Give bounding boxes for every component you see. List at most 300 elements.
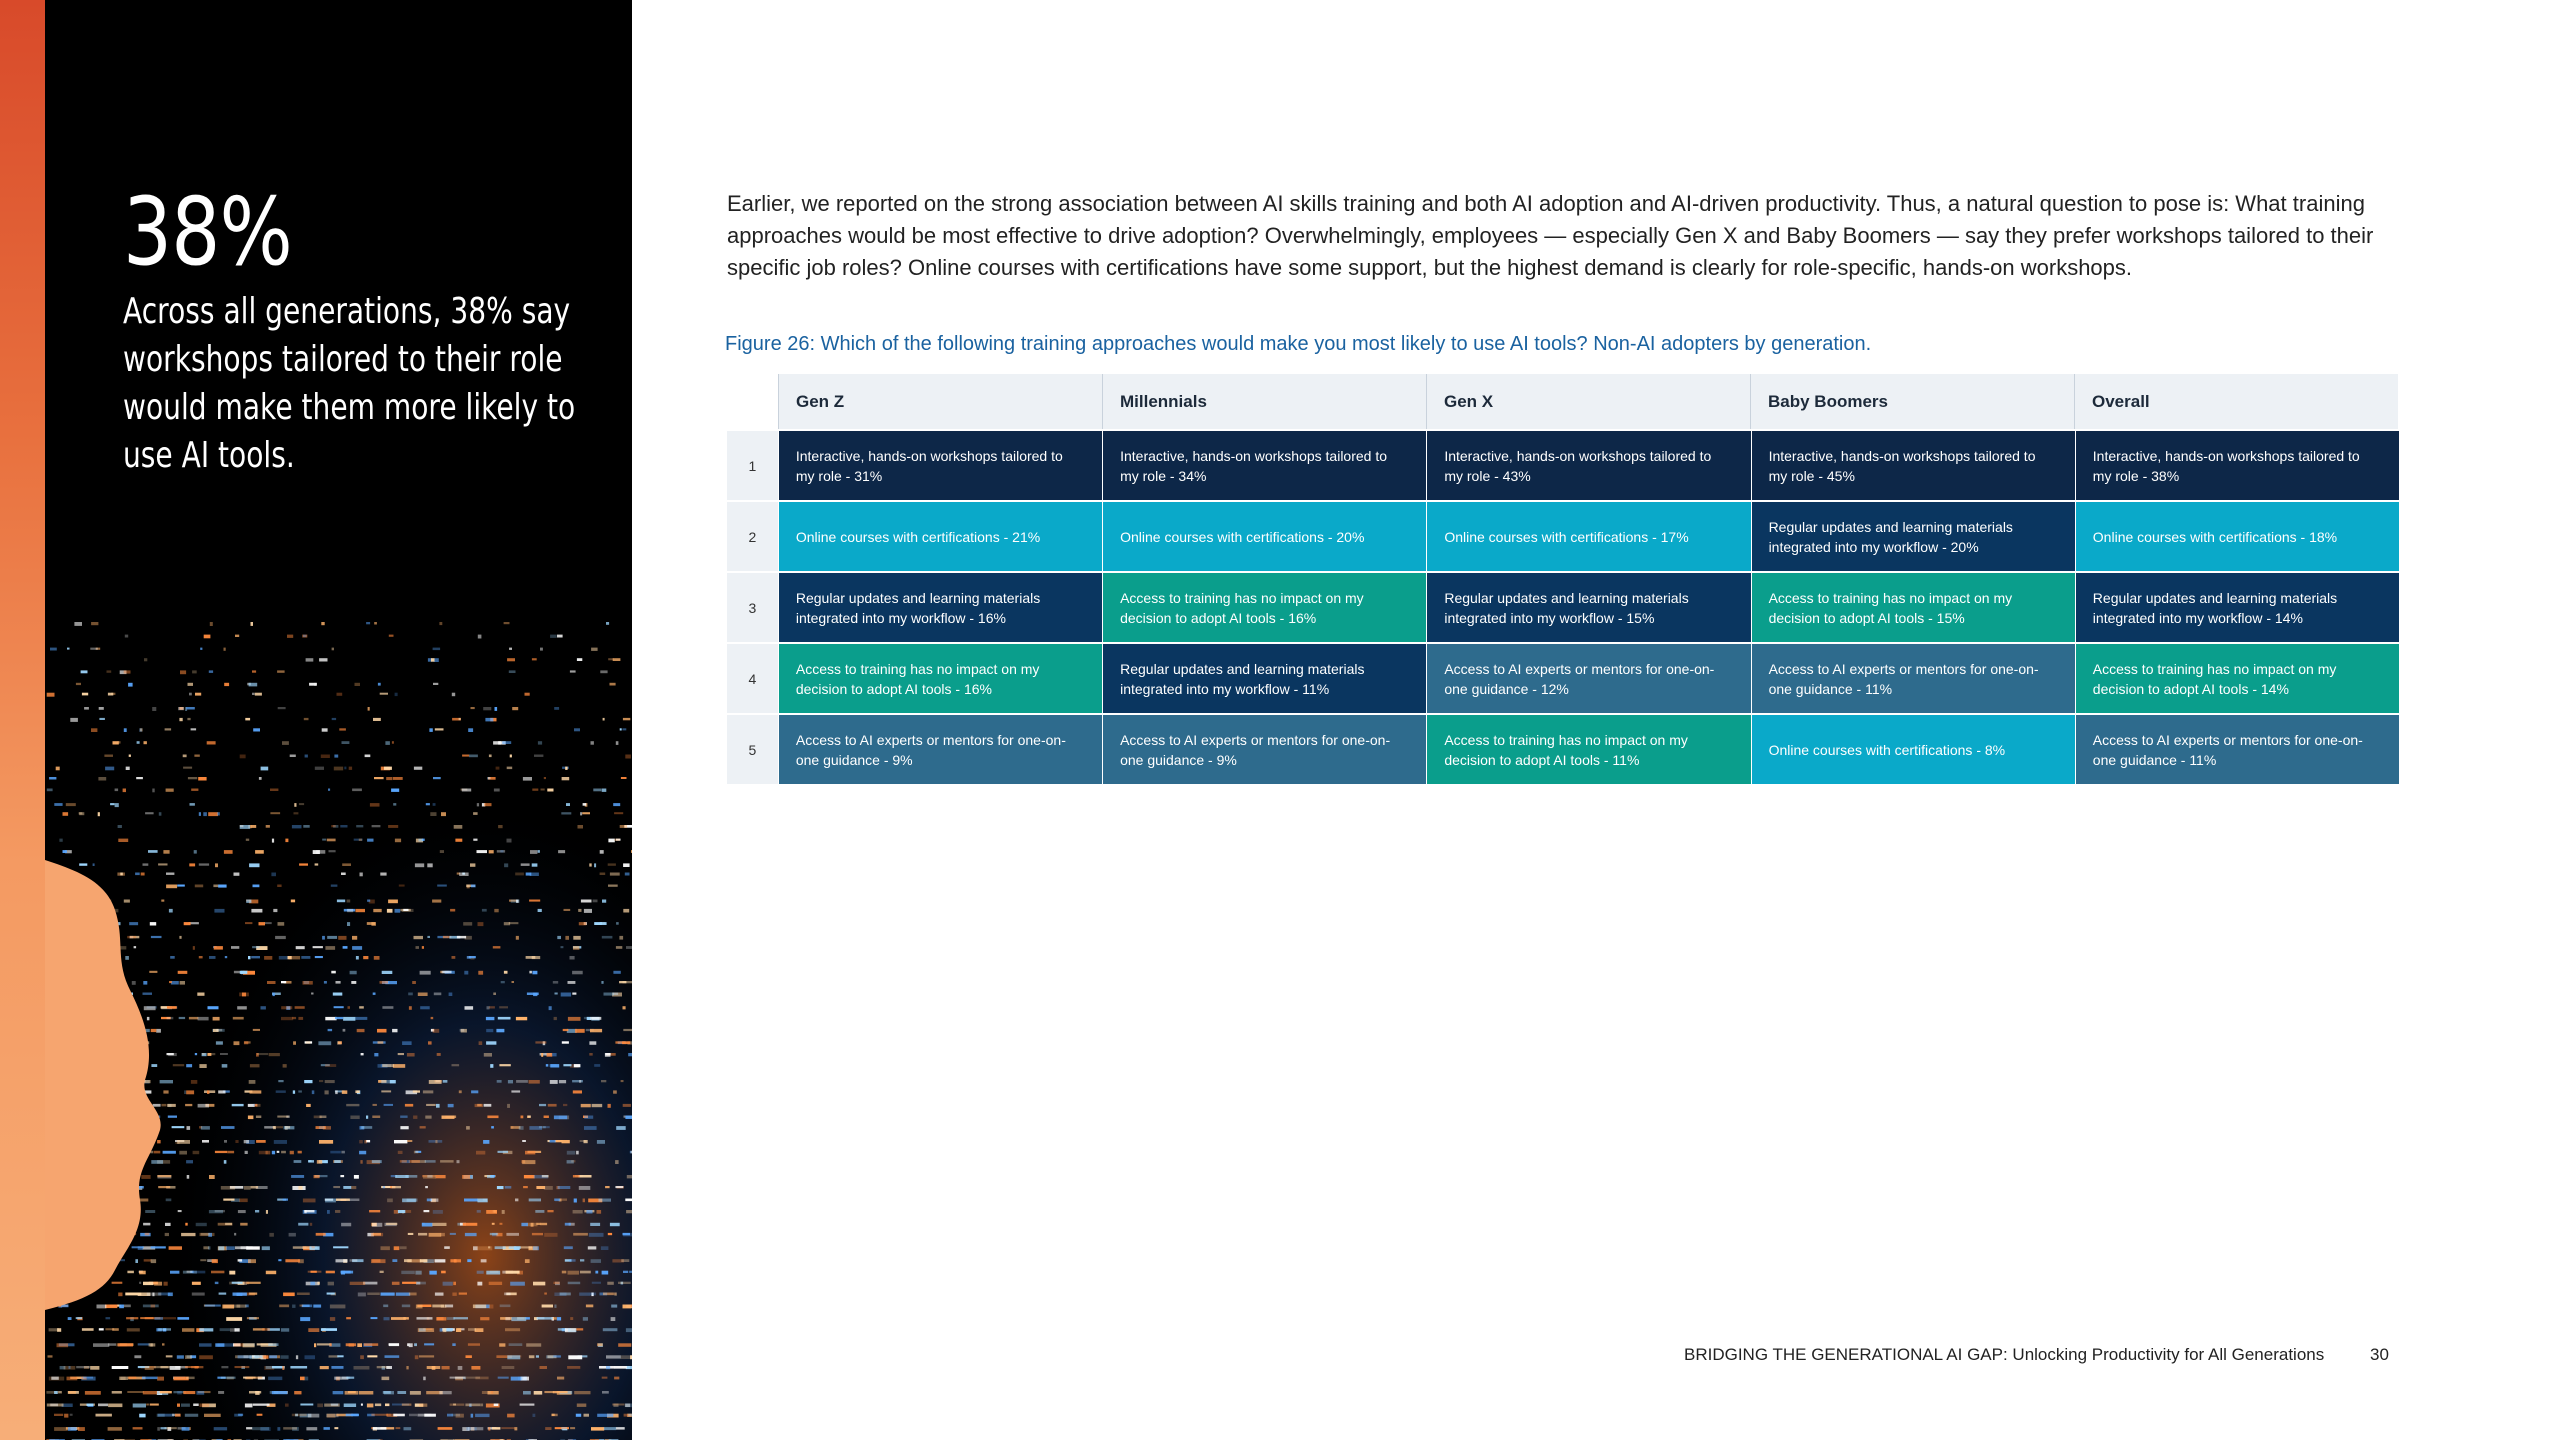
data-dot (270, 789, 278, 792)
data-dot (568, 1017, 581, 1021)
data-dot (317, 1343, 332, 1345)
data-dot (580, 1271, 591, 1274)
data-dot (327, 1210, 330, 1214)
table-cell: Online courses with certifications - 20% (1103, 502, 1426, 571)
data-dot (50, 648, 57, 651)
data-dot (627, 1175, 632, 1178)
data-dot (442, 1116, 455, 1119)
data-dot (325, 1199, 336, 1203)
data-dot (614, 839, 619, 841)
data-dot (383, 1305, 388, 1308)
data-dot (112, 1282, 123, 1284)
data-dot (84, 707, 89, 710)
data-dot (166, 873, 174, 875)
data-dot (382, 1377, 390, 1381)
data-dot (466, 1355, 472, 1358)
data-dot (135, 1259, 138, 1263)
data-dot (322, 728, 328, 731)
data-dot (498, 1377, 509, 1379)
data-dot (536, 1186, 545, 1189)
rank-cell: 2 (727, 502, 778, 571)
data-dot (93, 863, 95, 866)
data-dot (317, 1404, 323, 1408)
data-dot (473, 812, 478, 815)
data-dot (341, 1223, 351, 1227)
data-dot (143, 981, 147, 985)
data-dot (418, 993, 428, 997)
data-dot (443, 1328, 447, 1332)
data-dot (382, 1064, 394, 1067)
data-dot (348, 1006, 351, 1009)
data-dot (246, 1282, 260, 1284)
data-dot (483, 1140, 489, 1144)
data-dot (464, 1377, 480, 1379)
table-cell: Interactive, hands-on workshops tailored to my role - 34% (1103, 431, 1426, 500)
data-dot (93, 1343, 109, 1347)
data-dot (381, 1293, 395, 1296)
data-dot (183, 767, 192, 769)
data-dot (187, 1126, 191, 1130)
data-dot (203, 812, 207, 816)
data-dot (182, 1427, 190, 1431)
data-dot (630, 1355, 632, 1359)
data-dot (487, 777, 490, 780)
data-dot (440, 1233, 445, 1236)
data-dot (544, 777, 546, 779)
data-dot (450, 909, 455, 912)
data-dot (438, 1427, 453, 1430)
data-dot (448, 1104, 454, 1107)
data-dot (540, 1366, 548, 1369)
data-dot (359, 839, 362, 841)
data-dot (602, 1377, 608, 1379)
data-dot (261, 767, 269, 771)
data-dot (618, 1343, 631, 1347)
data-dot (303, 635, 307, 638)
data-dot (68, 1427, 77, 1431)
data-dot (394, 1246, 400, 1250)
data-dot (554, 707, 559, 710)
data-dot (456, 1328, 461, 1332)
data-dot (244, 1140, 249, 1143)
data-dot (441, 812, 446, 816)
data-dot (330, 1317, 335, 1321)
data-dot (360, 1160, 362, 1164)
data-dot (600, 850, 604, 854)
data-dot (505, 1317, 510, 1320)
data-dot (559, 1080, 566, 1083)
data-dot (306, 658, 314, 661)
data-dot (56, 767, 60, 771)
data-dot (285, 839, 288, 843)
data-dot (303, 825, 309, 828)
data-dot (558, 850, 565, 853)
table-cell: Online courses with certifications - 18% (2076, 502, 2399, 571)
data-dot (529, 1199, 541, 1202)
data-dot (128, 683, 133, 687)
table-cell: Access to training has no impact on my decision to adopt AI tools - 11% (1427, 715, 1750, 784)
data-dot (158, 1186, 170, 1188)
data-dot (628, 1414, 632, 1417)
data-dot (584, 909, 592, 913)
data-dot (447, 1414, 453, 1417)
data-dot (177, 1355, 184, 1358)
data-dot (414, 1151, 418, 1154)
data-dot (207, 741, 216, 744)
data-dot (505, 1328, 520, 1331)
data-dot (315, 767, 324, 770)
data-dot (552, 1053, 557, 1056)
rank-cell: 1 (727, 431, 778, 500)
data-dot (200, 648, 202, 650)
data-dot (82, 693, 88, 696)
data-dot (336, 1259, 348, 1262)
data-dot (319, 1126, 325, 1129)
data-dot (594, 863, 596, 867)
data-dot (125, 956, 129, 960)
data-dot (325, 1080, 335, 1083)
data-dot (76, 1317, 82, 1319)
data-dot (462, 1175, 470, 1179)
data-dot (573, 1090, 582, 1093)
data-dot (224, 1160, 227, 1164)
data-dot (160, 1080, 173, 1083)
data-dot (557, 1317, 561, 1320)
table-row (727, 715, 2399, 784)
data-dot (405, 1175, 417, 1178)
data-dot (365, 755, 371, 758)
data-dot (465, 1233, 477, 1236)
data-dot (480, 1404, 483, 1407)
data-dot (351, 1186, 357, 1189)
data-dot (529, 1355, 535, 1358)
data-dot (221, 1186, 235, 1190)
data-dot (471, 1366, 480, 1370)
data-dot (603, 1293, 617, 1296)
data-dot (185, 1223, 187, 1226)
data-dot (502, 1366, 515, 1369)
data-dot (199, 1328, 213, 1331)
data-dot (320, 1116, 327, 1119)
data-dot (611, 1305, 617, 1308)
data-dot (491, 1126, 494, 1128)
data-dot (251, 956, 260, 958)
data-dot (304, 718, 309, 720)
data-dot (208, 1246, 210, 1249)
data-dot (450, 1404, 465, 1406)
data-dot (443, 1282, 453, 1286)
data-dot (222, 1064, 228, 1068)
data-dot (500, 1305, 511, 1308)
data-dot (253, 1404, 270, 1406)
data-dot (433, 1210, 443, 1214)
data-dot (207, 1090, 209, 1094)
data-dot (590, 1293, 596, 1296)
data-dot (163, 850, 169, 854)
data-dot (572, 993, 576, 995)
data-dot (215, 1151, 227, 1153)
data-dot (256, 1116, 261, 1119)
data-dot (603, 1328, 618, 1331)
data-dot (536, 1355, 539, 1357)
data-dot (460, 1029, 465, 1032)
data-dot (623, 1233, 632, 1237)
data-dot (355, 1090, 359, 1093)
data-dot (619, 936, 623, 940)
data-dot (473, 1246, 478, 1250)
data-dot (245, 718, 250, 721)
data-dot (347, 900, 351, 903)
data-dot (147, 1017, 150, 1020)
data-dot (453, 1282, 456, 1285)
data-dot (595, 1271, 598, 1274)
data-dot (373, 909, 381, 912)
data-dot (489, 1305, 494, 1309)
data-dot (144, 1080, 151, 1083)
data-dot (108, 693, 113, 696)
data-dot (253, 728, 260, 731)
data-dot (292, 1305, 295, 1308)
data-dot (471, 885, 476, 888)
data-dot (250, 1064, 260, 1067)
data-dot (349, 767, 352, 770)
data-dot (322, 936, 325, 940)
data-dot (270, 812, 280, 814)
data-dot (148, 850, 158, 853)
data-dot (311, 993, 313, 995)
data-dot (508, 1080, 513, 1083)
data-dot (510, 755, 512, 758)
data-dot (66, 803, 76, 806)
data-dot (364, 1343, 378, 1346)
data-dot (278, 1080, 283, 1082)
data-dot (512, 707, 518, 710)
data-dot (538, 741, 542, 744)
data-dot (168, 1293, 173, 1297)
data-dot (385, 1404, 389, 1407)
data-dot (401, 1271, 415, 1274)
data-dot (608, 885, 618, 887)
data-dot (334, 1377, 348, 1380)
data-dot (423, 1175, 436, 1179)
data-dot (415, 1271, 421, 1275)
data-dot (356, 956, 359, 960)
data-dot (441, 1271, 446, 1274)
data-dot (283, 1427, 297, 1430)
data-dot (187, 1271, 193, 1273)
data-dot (454, 1259, 457, 1262)
data-dot (226, 1246, 235, 1250)
data-dot (181, 1233, 195, 1236)
table-header (727, 374, 2399, 429)
data-dot (386, 777, 392, 780)
data-dot (381, 1246, 390, 1250)
data-dot (199, 956, 203, 958)
table-cell: Access to training has no impact on my decision to adopt AI tools - 16% (1103, 573, 1426, 642)
data-dot (312, 1090, 315, 1094)
data-dot (124, 728, 127, 732)
data-dot (468, 1343, 480, 1346)
data-dot (51, 1377, 59, 1380)
data-dot (380, 981, 389, 984)
data-dot (423, 1377, 426, 1381)
data-dot (355, 1017, 367, 1020)
data-dot (566, 803, 570, 806)
data-dot (153, 1104, 161, 1107)
data-dot (273, 993, 275, 997)
data-dot (435, 728, 444, 730)
data-dot (199, 863, 209, 865)
data-dot (488, 1427, 490, 1431)
data-dot (207, 1053, 211, 1056)
data-dot (249, 1080, 256, 1084)
data-dot (201, 1233, 210, 1236)
data-dot (154, 1151, 161, 1154)
data-dot (414, 1343, 417, 1346)
data-dot (208, 812, 218, 816)
stat-number: 38% (123, 178, 292, 287)
data-dot (217, 812, 220, 815)
data-dot (69, 1366, 71, 1369)
data-dot (616, 922, 619, 925)
data-dot (507, 767, 513, 770)
data-dot (533, 1282, 545, 1286)
data-dot (296, 1355, 298, 1359)
data-dot (440, 1328, 443, 1331)
data-dot (151, 1305, 156, 1308)
data-dot (419, 839, 423, 842)
data-dot (346, 1104, 359, 1106)
data-dot (484, 803, 491, 806)
data-dot (321, 1328, 337, 1331)
data-dot (82, 1328, 94, 1331)
data-dot (549, 1006, 552, 1010)
data-dot (158, 1328, 171, 1331)
data-dot (572, 971, 583, 975)
data-dot (277, 885, 281, 888)
data-dot (442, 971, 452, 974)
data-dot (384, 767, 392, 770)
data-dot (115, 789, 119, 792)
data-dot (250, 1090, 262, 1093)
data-dot (560, 1199, 567, 1201)
data-dot (359, 1140, 363, 1143)
data-dot (341, 873, 346, 876)
data-dot (623, 1104, 631, 1107)
data-dot (509, 1246, 521, 1249)
data-dot (104, 755, 113, 757)
data-dot (300, 1305, 304, 1307)
data-dot (234, 873, 240, 876)
data-dot (562, 1041, 569, 1043)
data-dot (464, 1199, 478, 1202)
data-dot (356, 825, 363, 827)
data-dot (409, 1160, 420, 1163)
data-dot (392, 1186, 401, 1188)
data-dot (623, 909, 629, 913)
data-dot (493, 993, 496, 996)
data-dot (522, 1140, 526, 1142)
data-dot (349, 1343, 354, 1346)
data-dot (127, 1328, 140, 1331)
data-dot (600, 873, 606, 876)
data-dot (381, 1090, 391, 1092)
data-dot (321, 755, 330, 759)
data-dot (417, 1317, 433, 1320)
data-dot (224, 1140, 227, 1143)
data-dot (602, 1271, 609, 1275)
data-dot (341, 1151, 345, 1154)
data-dot (366, 622, 370, 624)
data-dot (47, 693, 55, 697)
data-dot (462, 755, 469, 757)
data-dot (127, 936, 136, 938)
data-dot (110, 803, 114, 805)
data-dot (281, 981, 286, 983)
data-dot (534, 755, 543, 757)
data-dot (273, 1126, 276, 1129)
data-dot (433, 1029, 440, 1033)
data-dot (420, 1126, 426, 1128)
data-dot (269, 1355, 277, 1358)
data-dot (579, 1186, 591, 1190)
data-dot (139, 1271, 146, 1275)
data-dot (615, 1160, 619, 1164)
data-dot (154, 1282, 162, 1286)
data-dot (126, 1317, 138, 1319)
data-dot (215, 1282, 219, 1284)
data-dot (105, 1305, 117, 1309)
data-dot (375, 1404, 381, 1407)
data-dot (457, 1160, 460, 1163)
data-dot (335, 1210, 340, 1213)
data-dot (144, 1006, 156, 1010)
data-dot (127, 1271, 133, 1274)
data-dot (398, 1151, 403, 1154)
data-dot (190, 803, 195, 806)
data-dot (98, 777, 106, 781)
data-dot (170, 956, 175, 959)
data-dot (167, 1104, 176, 1107)
data-dot (547, 1053, 553, 1057)
data-dot (139, 1282, 141, 1284)
data-dot (363, 1282, 377, 1285)
data-dot (611, 1317, 616, 1321)
data-dot (361, 1126, 372, 1129)
data-dot (377, 1029, 387, 1033)
data-dot (459, 1090, 462, 1093)
data-dot (621, 1259, 629, 1262)
data-dot (504, 1293, 510, 1296)
data-dot (462, 789, 471, 792)
data-dot (99, 718, 105, 720)
data-dot (203, 1246, 209, 1249)
data-dot (281, 1006, 292, 1009)
data-dot (557, 635, 563, 638)
data-dot (251, 622, 254, 626)
data-dot (277, 1427, 280, 1431)
data-dot (502, 741, 511, 744)
data-dot (179, 936, 181, 939)
data-dot (538, 909, 542, 912)
data-dot (573, 1175, 580, 1178)
data-dot (432, 1366, 436, 1370)
data-dot (597, 1140, 605, 1144)
data-dot (584, 1126, 597, 1130)
data-dot (407, 1053, 415, 1057)
data-dot (579, 1080, 581, 1083)
data-dot (325, 1017, 336, 1020)
